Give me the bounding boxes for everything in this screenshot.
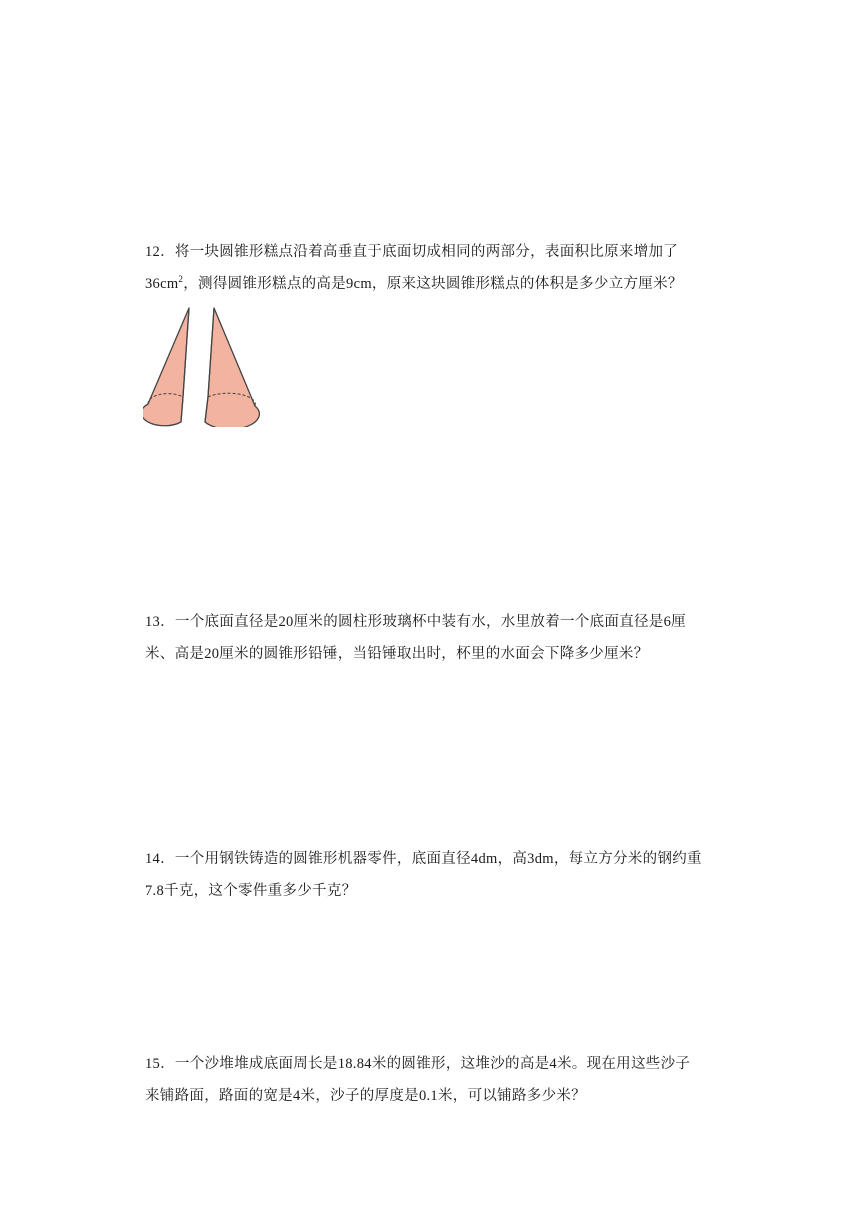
problem-13-line-2: 米、高是20厘米的圆锥形铅锤，当铅锤取出时，杯里的水面会下降多少厘米？ bbox=[145, 646, 649, 662]
problem-15 bbox=[145, 1048, 725, 1112]
problem-15-line-2: 来铺路面，路面的宽是4米，沙子的厚度是0.1米，可以铺路多少米？ bbox=[145, 1088, 586, 1104]
problem-14-line-1: 14．一个用钢铁铸造的圆锥形机器零件，底面直径4dm，高3dm，每立方分米的钢约重 bbox=[145, 851, 702, 867]
problem-14 bbox=[145, 843, 725, 907]
problem-12-line-1: 12．将一块圆锥形糕点沿着高垂直于底面切成相同的两部分，表面积比原来增加了 bbox=[145, 244, 679, 260]
problem-12-area-exponent: 2 bbox=[178, 274, 184, 285]
problem-12-area-value: 36cm bbox=[145, 276, 179, 292]
problem-13 bbox=[145, 606, 725, 670]
problem-12-line-2 bbox=[145, 268, 725, 300]
problem-12-line-2-text: ，测得圆锥形糕点的高是9cm，原来这块圆锥形糕点的体积是多少立方厘米？ bbox=[183, 276, 683, 292]
right-half-cone bbox=[205, 308, 259, 427]
problem-13-line-1: 13．一个底面直径是20厘米的圆柱形玻璃杯中装有水，水里放着一个底面直径是6厘 bbox=[145, 614, 686, 630]
split-cone-illustration bbox=[143, 305, 263, 427]
problem-14-line-2: 7.8千克，这个零件重多少千克？ bbox=[145, 883, 357, 899]
split-cone-figure bbox=[143, 305, 263, 427]
problem-12 bbox=[145, 236, 725, 300]
left-half-cone bbox=[143, 308, 189, 426]
problem-15-line-1: 15．一个沙堆堆成底面周长是18.84米的圆锥形，这堆沙的高是4米。现在用这些沙子 bbox=[145, 1056, 691, 1072]
